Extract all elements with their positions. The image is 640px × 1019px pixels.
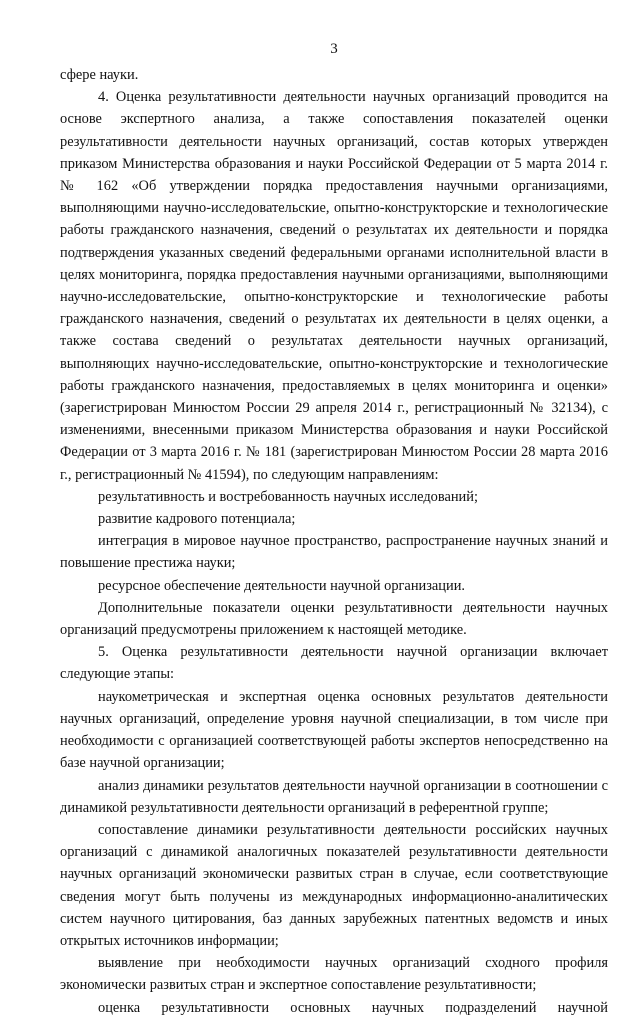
paragraph: сфере науки. [60, 67, 139, 83]
paragraph: сопоставление динамики результативности деятельности российских научных организаций с динамикой аналогичных показателей результативности деятельности научных организаций экономически развитых стран в случае, если соответствующие сведения могут быть получены из международных информационно-аналитических систем научного цитирования, баз данных зарубежных патентных ведомств и иных открытых источников информации; [60, 821, 608, 949]
paragraph: развитие кадрового потенциала; [98, 511, 296, 528]
paragraph: выявление при необходимости научных организаций сходного профиля экономически развитых стран и экспертное сопоставление результативности; [60, 955, 608, 994]
paragraph: оценка результативности основных научных подразделений научной [98, 999, 608, 1016]
paragraph: 4. Оценка результативности деятельности научных организаций проводится на основе экспертного анализа, а также сопоставления показателей оценки результативности деятельности научных организаций, состав которых утвержден приказом Министерства образования и науки Российской Федерации от 5 марта 2014 г. № 162 «Об утверждении порядка предоставления научными организациями, выполняющими научно-исследовательские, опытно-конструкторские и технологические работы гражданского назначения, сведений о результатах их деятельности и порядка подтверждения указанных сведений федеральными органами исполнительной власти в целях мониторинга, порядка предоставления научными организациями, выполняющими научно-исследовательские, опытно-конструкторские и технологические работы гражданского назначения, сведений о результатах их деятельности в целях оценки, а также состава сведений о результатах деятельности научных организаций, выполняющих научно-исследовательские, опытно-конструкторские и технологические работы гражданского назначения, предоставляемых в целях мониторинга и оценки» (зарегистрирован Минюстом России 29 апреля 2014 г., регистрационный № 32134), с изменениями, внесенными приказом Министерства образования и науки Российской Федерации от 3 марта 2016 г. № 181 (зарегистрирован Минюстом России 28 марта 2016 г., регистрационный № 41594), по следующим направлениям: [60, 89, 608, 483]
paragraph: интеграция в мировое научное пространство, распространение научных знаний и повышение престижа науки; [60, 533, 608, 572]
paragraph: анализ динамики результатов деятельности научной организации в соотношении с динамикой результативности деятельности организаций в референтной группе; [60, 777, 608, 816]
paragraph: наукометрическая и экспертная оценка основных результатов деятельности научных организаций, определение уровня научной специализации, в том числе при необходимости с организацией соответствующей работы экспертов непосредственно на базе научной организации; [60, 688, 608, 772]
document-body [60, 64, 608, 1019]
paragraph: результативность и востребованность научных исследований; [98, 488, 478, 505]
paragraph: Дополнительные показатели оценки результативности деятельности научных организаций предусмотрены приложением к настоящей методике. [60, 599, 608, 639]
page-number: 3 [330, 41, 338, 57]
paragraph: 5. Оценка результативности деятельности научной организации включает следующие этапы: [60, 644, 608, 683]
paragraph: ресурсное обеспечение деятельности научной организации. [98, 577, 465, 594]
